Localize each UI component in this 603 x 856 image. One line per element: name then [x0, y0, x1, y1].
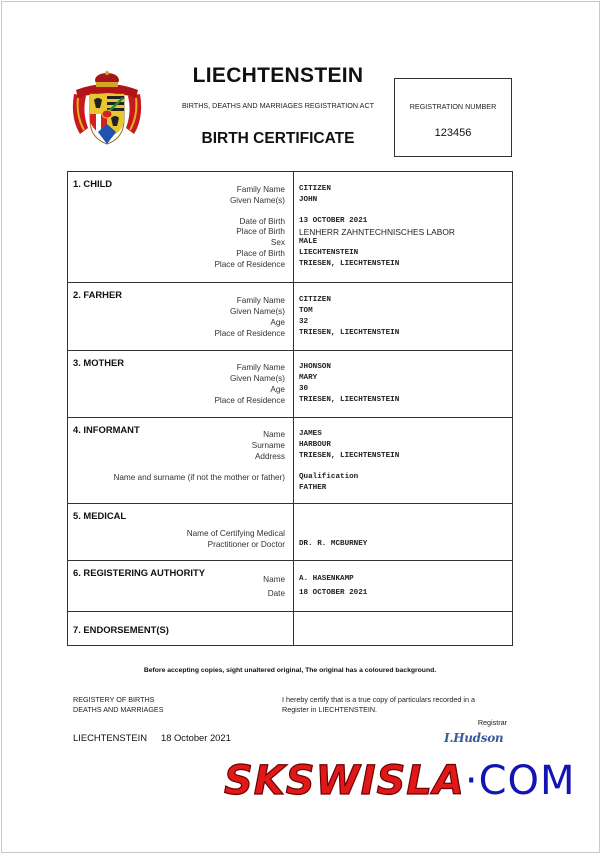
field-value: HARBOUR	[299, 441, 331, 449]
registration-number-box	[394, 78, 512, 157]
section-father	[68, 282, 512, 350]
field-value: LENHERR ZAHNTECHNISCHES LABOR	[299, 227, 455, 237]
registry-line: REGISTERY OF BIRTHS	[73, 695, 155, 704]
section-heading: 1. CHILD	[73, 178, 113, 189]
registrar-label: Registrar	[477, 718, 507, 727]
field-row	[68, 296, 512, 307]
section-heading: 4. INFORMANT	[73, 424, 140, 435]
field-row	[68, 227, 512, 238]
field-row	[68, 589, 512, 600]
section-mother	[68, 350, 512, 417]
field-row	[68, 260, 512, 271]
field-value: DR. R. MCBURNEY	[299, 540, 368, 548]
field-label: Family Name	[236, 185, 285, 194]
field-row	[68, 374, 512, 385]
field-label: Date of Birth	[239, 217, 285, 226]
field-label: Family Name	[236, 363, 285, 372]
section-child	[68, 172, 512, 282]
country-title: LIECHTENSTEIN	[192, 64, 364, 87]
section-heading: 2. FARHER	[73, 289, 122, 300]
coat-of-arms-icon	[66, 68, 148, 150]
field-value: TRIESEN, LIECHTENSTEIN	[299, 452, 400, 460]
field-value: JHONSON	[299, 363, 331, 371]
field-label: Sex	[270, 238, 285, 247]
field-label: Date	[267, 589, 285, 598]
registry-line: DEATHS AND MARRIAGES	[73, 704, 164, 714]
field-label: Age	[270, 385, 285, 394]
field-row	[68, 363, 512, 374]
section-informant	[68, 417, 512, 503]
registration-act: BIRTHS, DEATHS AND MARRIAGES REGISTRATION ACT	[181, 101, 375, 110]
field-value: JAMES	[299, 430, 322, 438]
field-label: Given Name(s)	[229, 196, 285, 205]
field-row	[68, 249, 512, 260]
field-row	[68, 473, 512, 484]
issue-date: 18 October 2021	[160, 732, 231, 743]
original-notice: Before accepting copies, sight unaltered original, The original has a coloured background.	[143, 667, 437, 674]
field-label: Name	[263, 575, 285, 584]
section-heading: 6. REGISTERING AUTHORITY	[73, 567, 205, 578]
field-row	[68, 540, 512, 551]
field-value: A. HASENKAMP	[299, 575, 354, 583]
field-label: Place of Birth	[236, 249, 285, 258]
field-row	[68, 529, 512, 540]
field-value: 13 OCTOBER 2021	[299, 217, 368, 225]
field-label: Place of Residence	[214, 260, 285, 269]
registration-number-label: REGISTRATION NUMBER	[409, 102, 497, 111]
section-endorsement	[68, 611, 512, 645]
field-label: Given Name(s)	[229, 374, 285, 383]
field-value: CITIZEN	[299, 185, 331, 193]
field-label: Place of Residence	[214, 396, 285, 405]
issue-place: LIECHTENSTEIN	[73, 732, 147, 743]
certify-line: I hereby certify that is a true copy of particulars recorded in a	[282, 695, 475, 704]
registrar-signature: I.Hudson	[444, 731, 504, 745]
section-heading: 7. ENDORSEMENT(S)	[73, 624, 169, 635]
field-value: TOM	[299, 307, 313, 315]
watermark	[224, 758, 576, 804]
certificate-table	[67, 171, 513, 646]
field-label: Age	[270, 318, 285, 327]
field-row	[68, 307, 512, 318]
section-registering-authority	[68, 560, 512, 611]
field-value: CITIZEN	[299, 296, 331, 304]
field-row	[68, 329, 512, 340]
field-row	[68, 430, 512, 441]
field-value: 18 OCTOBER 2021	[299, 589, 368, 597]
field-label: Place of Birth	[236, 227, 285, 236]
field-value: 32	[299, 318, 309, 326]
certification-statement	[282, 695, 475, 714]
field-value: Qualification	[299, 473, 359, 481]
registry-name	[73, 695, 164, 714]
field-value: JOHN	[299, 196, 318, 204]
field-row	[68, 452, 512, 463]
field-row	[68, 318, 512, 329]
field-label: Name and surname (if not the mother or father)	[113, 473, 285, 482]
field-row	[68, 196, 512, 207]
section-heading: 3. MOTHER	[73, 357, 125, 368]
certify-line: Register in LIECHTENSTEIN.	[282, 704, 378, 714]
field-value: MALE	[299, 238, 318, 246]
field-row	[68, 575, 512, 586]
field-row	[68, 185, 512, 196]
field-label: Name of Certifying Medical	[186, 529, 285, 538]
field-label: Family Name	[236, 296, 285, 305]
section-heading: 5. MEDICAL	[73, 510, 127, 521]
watermark-part1: SKSWISLA	[224, 758, 465, 804]
field-row	[68, 396, 512, 407]
field-row	[68, 441, 512, 452]
field-row	[68, 238, 512, 249]
field-label: Name	[263, 430, 285, 439]
field-value: TRIESEN, LIECHTENSTEIN	[299, 329, 400, 337]
field-label: Address	[254, 452, 285, 461]
document-title: BIRTH CERTIFICATE	[201, 130, 355, 147]
field-value: TRIESEN, LIECHTENSTEIN	[299, 396, 400, 404]
registration-number-value: 123456	[434, 127, 472, 139]
field-row	[68, 385, 512, 396]
field-label: Practitioner or Doctor	[207, 540, 285, 549]
field-value: FATHER	[299, 484, 327, 492]
field-value: MARY	[299, 374, 318, 382]
field-label: Place of Residence	[214, 329, 285, 338]
field-row	[68, 484, 512, 495]
field-label: Surname	[251, 441, 285, 450]
field-value: LIECHTENSTEIN	[299, 249, 359, 257]
watermark-part2: ·COM	[464, 758, 576, 804]
field-value: 30	[299, 385, 309, 393]
field-value: TRIESEN, LIECHTENSTEIN	[299, 260, 400, 268]
section-medical	[68, 503, 512, 560]
issue-place-date	[73, 732, 231, 743]
field-label: Given Name(s)	[229, 307, 285, 316]
